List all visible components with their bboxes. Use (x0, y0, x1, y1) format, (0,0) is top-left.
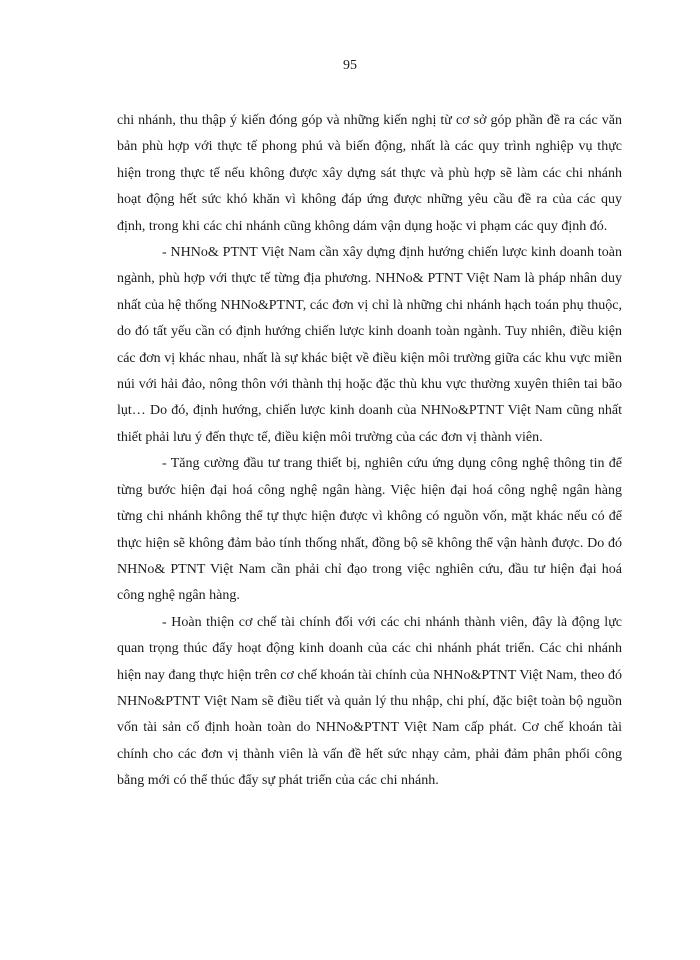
paragraph-continuation: chi nhánh, thu thập ý kiến đóng góp và những kiến nghị từ cơ sở góp phần đề ra các văn bản phù hợp với thực tế phong phú và biến động, nhất là các quy trình nghiệp vụ thực hiện trong thực tế nếu không được xây dựng sát thực và phù hợp sẽ làm các chi nhánh hoạt động hết sức khó khăn vì không đáp ứng được những yêu cầu đề ra của các quy định, trong khi các chi nhánh cũng không dám vận dụng hoặc vi phạm các quy định đó. (117, 113, 622, 234)
page-number: 95 (343, 58, 357, 73)
paragraph-business-strategy: - NHNo& PTNT Việt Nam cần xây dựng định hướng chiến lược kinh doanh toàn ngành, phù hợp với thực tế từng địa phương. NHNo& PTNT Việt Nam là pháp nhân duy nhất của hệ thống NHNo&PTNT, các đơn vị chỉ là những chi nhánh hạch toán phụ thuộc, do đó tất yếu cần có định hướng chiến lược kinh doanh toàn ngành. Tuy nhiên, điều kiện các đơn vị khác nhau, nhất là sự khác biệt về điều kiện môi trường giữa các khu vực miền núi với hải đảo, nông thôn với thành thị hoặc đặc thù khu vực thường xuyên thiên tai bão lụt… Do đó, định hướng, chiến lược kinh doanh của NHNo&PTNT Việt Nam cũng nhất thiết phải lưu ý đến thực tế, điều kiện môi trường của các đơn vị thành viên. (117, 245, 622, 445)
paragraph-technology-investment: - Tăng cường đầu tư trang thiết bị, nghiên cứu ứng dụng công nghệ thông tin để từng bước hiện đại hoá công nghệ ngân hàng. Việc hiện đại hoá công nghệ ngân hàng từng chi nhánh không thể tự thực hiện được vì không có nguồn vốn, mặt khác nếu có để thực hiện sẽ không đảm bảo tính thống nhất, đồng bộ sẽ không thể vận hành được. Do đó NHNo& PTNT Việt Nam cần phải chỉ đạo trong việc nghiên cứu, đầu tư hiện đại hoá công nghệ ngân hàng. (117, 456, 622, 604)
paragraph-financial-mechanism: - Hoàn thiện cơ chế tài chính đối với các chi nhánh thành viên, đây là động lực quan trọng thúc đẩy hoạt động kinh doanh của các chi nhánh phát triển. Các chi nhánh hiện nay đang thực hiện trên cơ chế khoán tài chính của NHNo&PTNT Việt Nam, theo đó NHNo&PTNT Việt Nam sẽ điều tiết và quản lý thu nhập, chi phí, đặc biệt toàn bộ nguồn vốn tài sản cố định hoàn toàn do NHNo&PTNT Việt Nam cấp phát. Cơ chế khoán tài chính cho các đơn vị thành viên là vấn đề hết sức nhạy cảm, phải đảm phân phối công bằng mới có thể thúc đẩy sự phát triển của các chi nhánh. (117, 614, 622, 789)
document-body (117, 108, 622, 795)
